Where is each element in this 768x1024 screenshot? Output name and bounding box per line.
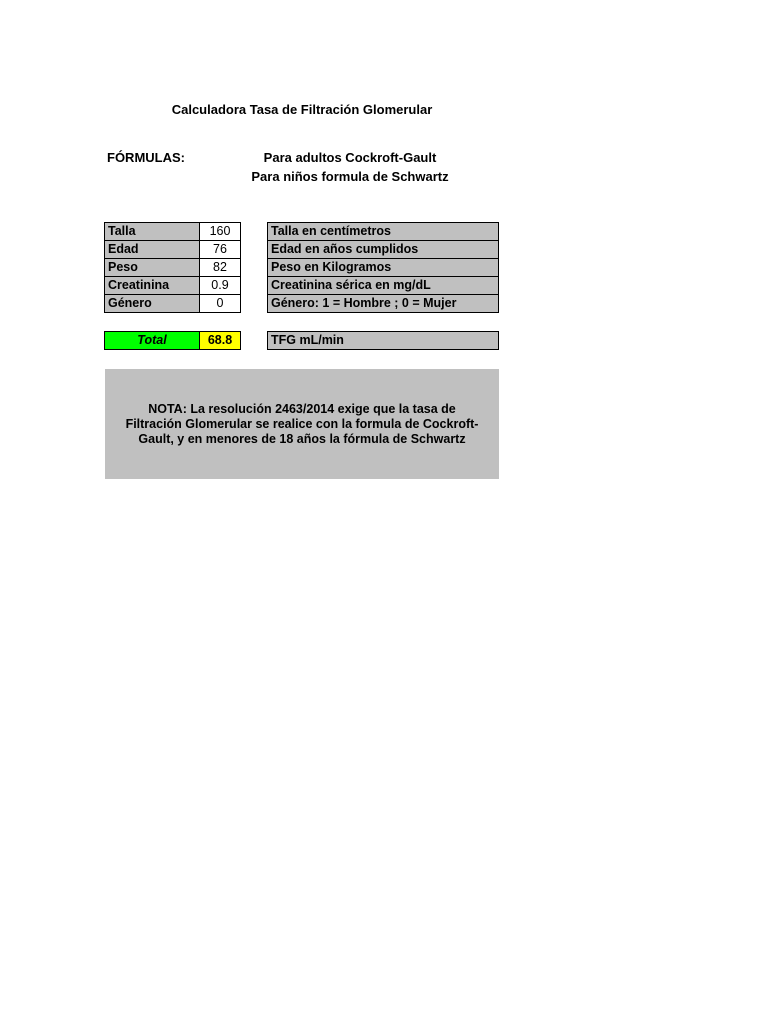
table-row [268, 332, 499, 350]
edad-label: Edad [105, 241, 200, 259]
descriptions-table [267, 222, 499, 313]
nota-box [105, 369, 499, 479]
peso-label: Peso [105, 259, 200, 277]
total-label: Total [105, 332, 200, 350]
tfg-table [267, 331, 499, 350]
table-row [268, 295, 499, 313]
table-row [105, 241, 241, 259]
creatinina-label: Creatinina [105, 277, 200, 295]
genero-label: Género [105, 295, 200, 313]
formula-adults: Para adultos Cockroft-Gault [263, 150, 437, 165]
creatinina-description: Creatinina sérica en mg/dL [268, 277, 499, 295]
genero-description: Género: 1 = Hombre ; 0 = Mujer [268, 295, 499, 313]
table-row [105, 223, 241, 241]
total-value: 68.8 [200, 332, 241, 350]
table-row [268, 223, 499, 241]
tfg-description: TFG mL/min [268, 332, 499, 350]
inputs-table [104, 222, 241, 313]
edad-description: Edad en años cumplidos [268, 241, 499, 259]
nota-text: NOTA: La resolución 2463/2014 exige que la tasa de Filtración Glomerular se realice con la formula de Cockroft-Gault, y en menores de 18 años la fórmula de Schwartz [125, 401, 479, 446]
genero-input[interactable]: 0 [200, 295, 241, 313]
talla-label: Talla [105, 223, 200, 241]
talla-description: Talla en centímetros [268, 223, 499, 241]
formula-children: Para niños formula de Schwartz [251, 169, 449, 184]
table-row [105, 332, 241, 350]
peso-input[interactable]: 82 [200, 259, 241, 277]
formulas-label: FÓRMULAS: [107, 150, 185, 165]
table-row [268, 259, 499, 277]
creatinina-input[interactable]: 0.9 [200, 277, 241, 295]
peso-description: Peso en Kilogramos [268, 259, 499, 277]
table-row [105, 277, 241, 295]
talla-input[interactable]: 160 [200, 223, 241, 241]
page-title: Calculadora Tasa de Filtración Glomerular [171, 102, 433, 117]
edad-input[interactable]: 76 [200, 241, 241, 259]
table-row [268, 277, 499, 295]
total-table [104, 331, 241, 350]
table-row [105, 295, 241, 313]
table-row [105, 259, 241, 277]
table-row [268, 241, 499, 259]
